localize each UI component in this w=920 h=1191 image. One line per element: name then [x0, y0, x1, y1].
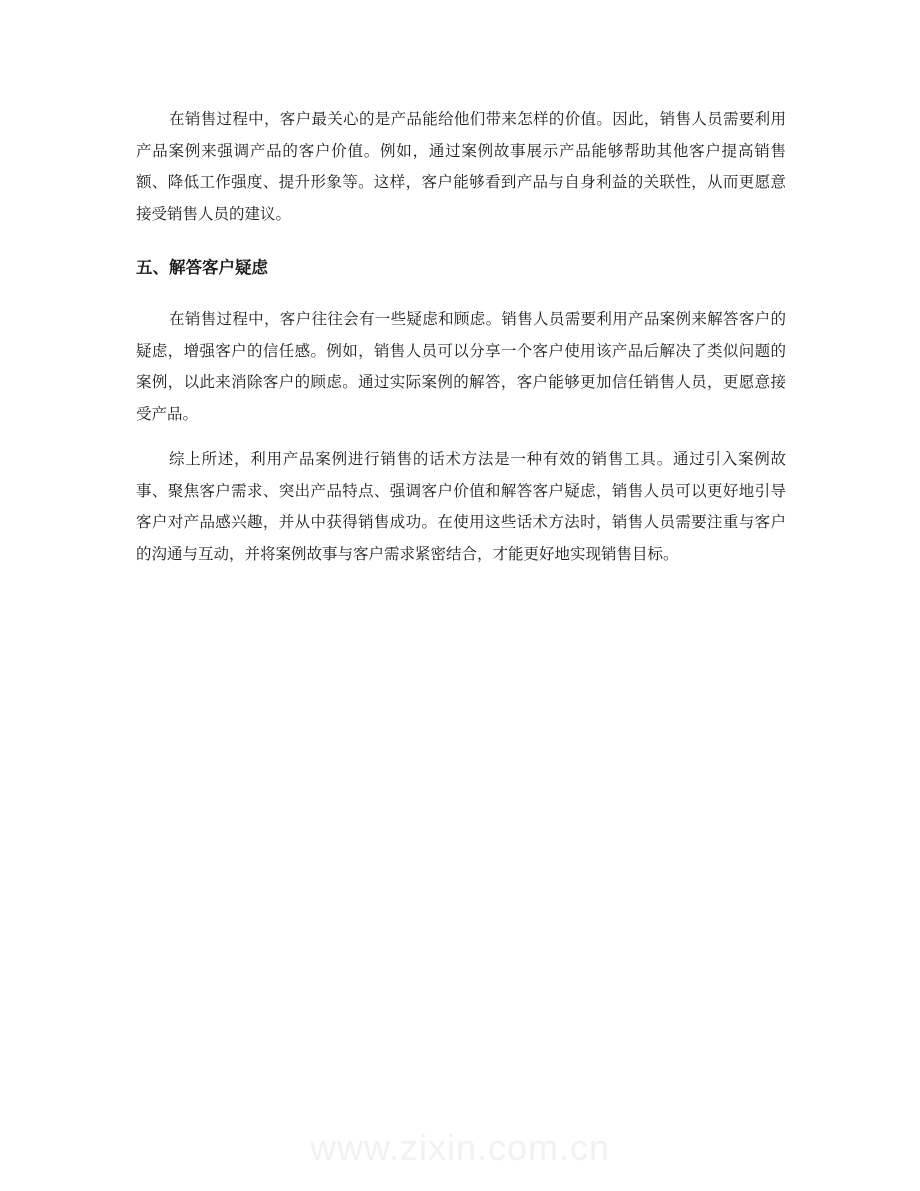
paragraph-customer-value: 在销售过程中，客户最关心的是产品能给他们带来怎样的价值。因此，销售人员需要利用产品案例来强调产品的客户价值。例如，通过案例故事展示产品能够帮助其他客户提高销售额、降低工作强度、提升形象等。这样，客户能够看到产品与自身利益的关联性，从而更愿意接受销售人员的建议。 — [136, 110, 786, 223]
paragraph-resolve-doubts: 在销售过程中，客户往往会有一些疑虑和顾虑。销售人员需要利用产品案例来解答客户的疑虑，增强客户的信任感。例如，销售人员可以分享一个客户使用该产品后解决了类似问题的案例，以此来消除客户的顾虑。通过实际案例的解答，客户能够更加信任销售人员，更愿意接受产品。 — [136, 310, 786, 423]
paragraph-conclusion: 综上所述，利用产品案例进行销售的话术方法是一种有效的销售工具。通过引入案例故事、聚焦客户需求、突出产品特点、强调客户价值和解答客户疑虑，销售人员可以更好地引导客户对产品感兴趣，并从中获得销售成功。在使用这些话术方法时，销售人员需要注重与客户的沟通与互动，并将案例故事与客户需求紧密结合，才能更好地实现销售目标。 — [136, 450, 786, 563]
watermark-text: www.zixin.com.cn — [309, 1127, 611, 1168]
section-heading-resolve-doubts: 五、解答客户疑虑 — [136, 258, 268, 277]
document-body — [136, 104, 786, 570]
